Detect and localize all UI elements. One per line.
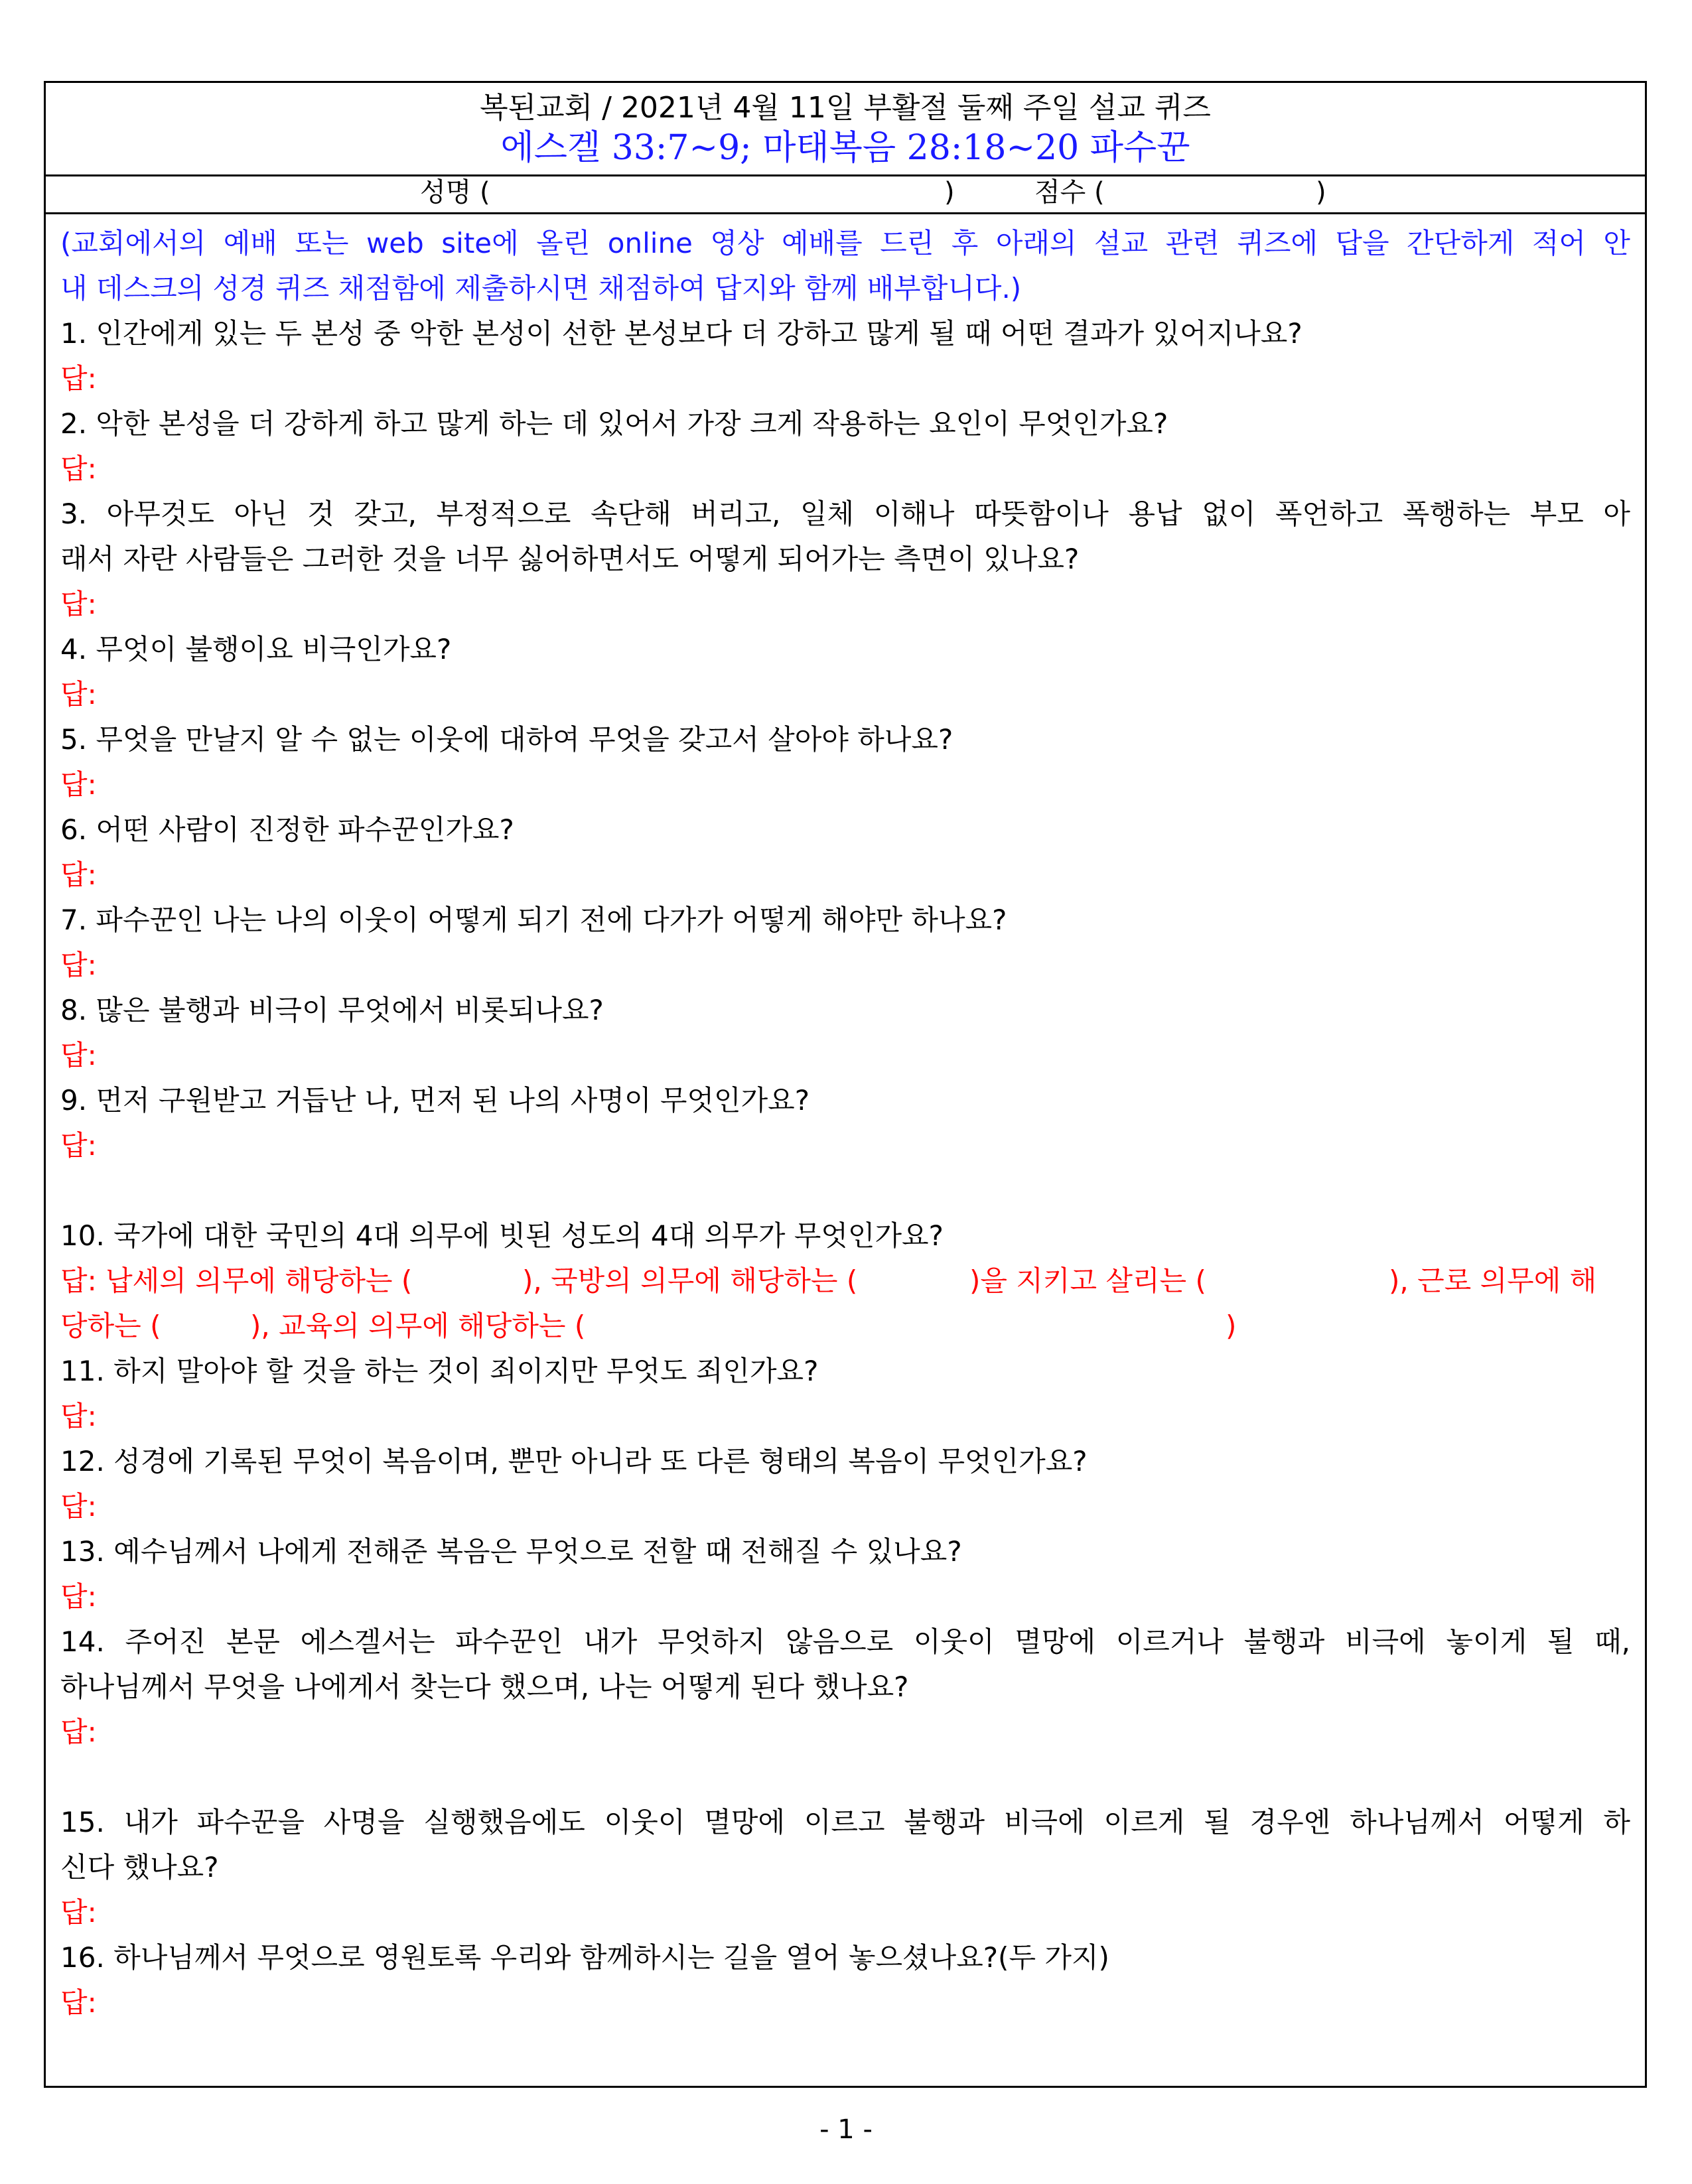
question-4: 4. 무엇이 불행이요 비극인가요? (60, 633, 452, 665)
question-9: 9. 먼저 구원받고 거듭난 나, 먼저 된 나의 사명이 무엇인가요? (60, 1084, 810, 1117)
answer-label[interactable]: 답: (60, 678, 97, 711)
q10-answer-part: ), 국방의 의무에 해당하는 ( (522, 1264, 858, 1297)
q10-answer-part: ), 교육의 의무에 해당하는 ( (250, 1310, 586, 1342)
question-15: 15. 내가 파수꾼을 사명을 실행했음에도 이웃이 멸망에 이르고 불행과 비극에 이르게 될 경우엔 하나님께서 어떻게 하 (60, 1806, 1630, 1838)
title-box (46, 83, 1645, 176)
scripture-reference: 에스겔 33:7~9; 마태복음 28:18~20 파수꾼 (500, 128, 1190, 168)
name-field[interactable] (497, 174, 922, 210)
answer-label[interactable]: 답: (60, 1490, 97, 1523)
question-13: 13. 예수님께서 나에게 전해준 복음은 무엇으로 전할 때 전해질 수 있나요? (60, 1535, 962, 1568)
name-label: 성명 ( (420, 177, 490, 208)
answer-label[interactable]: 답: (60, 362, 97, 395)
answer-label[interactable]: 답: (60, 588, 97, 620)
instruction-line: 내 데스크의 성경 퀴즈 채점함에 제출하시면 채점하여 답지와 함께 배부합니다.) (60, 272, 1022, 305)
answer-label[interactable]: 답: (60, 1716, 97, 1748)
quiz-frame (44, 81, 1647, 2088)
question-15-cont: 신다 했나요? (60, 1851, 219, 1883)
question-16: 16. 하나님께서 무엇으로 영원토록 우리와 함께하시는 길을 열어 놓으셨나요?(두 가지) (60, 1941, 1109, 1974)
question-1: 1. 인간에게 있는 두 본성 중 악한 본성이 선한 본성보다 더 강하고 많게 될 때 어떤 결과가 있어지나요? (60, 317, 1303, 350)
answer-label[interactable]: 답: (60, 949, 97, 981)
score-label: 점수 ( (1034, 177, 1105, 208)
question-14-cont: 하나님께서 무엇을 나에게서 찾는다 했으며, 나는 어떻게 된다 했나요? (60, 1671, 909, 1703)
answer-label[interactable]: 답: (60, 1986, 97, 2019)
q10-answer-part: ), 근로 의무에 해 (1389, 1264, 1597, 1297)
q10-answer-part: 당하는 ( (60, 1310, 161, 1342)
answer-label[interactable]: 답: (60, 858, 97, 891)
answer-label[interactable]: 답: (60, 452, 97, 485)
answer-label[interactable]: 답: (60, 1580, 97, 1613)
question-8: 8. 많은 불행과 비극이 무엇에서 비롯되나요? (60, 994, 604, 1026)
question-10: 10. 국가에 대한 국민의 4대 의무에 빗된 성도의 4대 의무가 무엇인가요? (60, 1219, 944, 1252)
question-3: 3. 아무것도 아닌 것 갖고, 부정적으로 속단해 버리고, 일체 이해나 따뜻함이나 용납 없이 폭언하고 폭행하는 부모 아 (60, 498, 1630, 530)
quiz-title: 복된교회 / 2021년 4월 11일 부활절 둘째 주일 설교 퀴즈 (480, 91, 1211, 125)
q10-answer-part: 답: 납세의 의무에 해당하는 ( (60, 1264, 413, 1297)
question-12: 12. 성경에 기록된 무엇이 복음이며, 뿐만 아니라 또 다른 형태의 복음이 무엇인가요? (60, 1445, 1088, 1477)
answer-label[interactable]: 답: (60, 768, 97, 801)
answer-label[interactable]: 답: (60, 1896, 97, 1929)
answer-label[interactable]: 답: (60, 1400, 97, 1432)
question-6: 6. 어떤 사람이 진정한 파수꾼인가요? (60, 813, 514, 846)
question-7: 7. 파수꾼인 나는 나의 이웃이 어떻게 되기 전에 다가가 어떻게 해야만 하나요? (60, 904, 1007, 936)
answer-label[interactable]: 답: (60, 1129, 97, 1162)
page-number: - 1 - (819, 2114, 873, 2145)
q10-answer-part: ) (1226, 1310, 1237, 1342)
q10-answer-part: )을 지키고 살리는 ( (969, 1264, 1206, 1297)
name-score-row (46, 174, 1645, 214)
question-11: 11. 하지 말아야 할 것을 하는 것이 죄이지만 무엇도 죄인가요? (60, 1355, 819, 1387)
instruction-line: (교회에서의 예배 또는 web site에 올린 online 영상 예배를 드린 후 아래의 설교 관련 퀴즈에 답을 간단하게 적어 안 (60, 227, 1630, 259)
question-3-cont: 래서 자란 사람들은 그러한 것을 너무 싫어하면서도 어떻게 되어가는 측면이 있나요? (60, 543, 1080, 575)
score-field[interactable] (1114, 174, 1300, 210)
question-14: 14. 주어진 본문 에스겔서는 파수꾼인 내가 무엇하지 않음으로 이웃이 멸망에 이르거나 불행과 비극에 놓이게 될 때, (60, 1625, 1630, 1658)
score-close: ) (1316, 177, 1326, 208)
question-5: 5. 무엇을 만날지 알 수 없는 이웃에 대하여 무엇을 갖고서 살아야 하나요? (60, 723, 953, 756)
name-close: ) (944, 177, 955, 208)
question-2: 2. 악한 본성을 더 강하게 하고 많게 하는 데 있어서 가장 크게 작용하는 요인이 무엇인가요? (60, 407, 1168, 440)
answer-label[interactable]: 답: (60, 1039, 97, 1071)
